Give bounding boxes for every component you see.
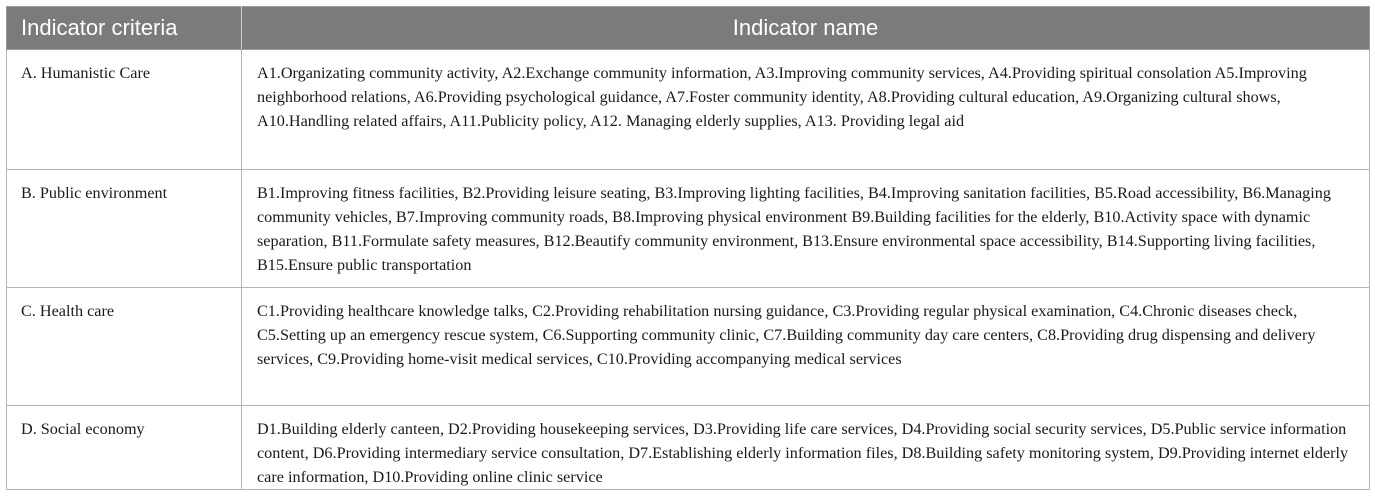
table-row <box>7 170 1370 288</box>
criteria-cell: B. Public environment <box>7 170 242 288</box>
table-body <box>7 50 1370 490</box>
table-row <box>7 406 1370 490</box>
header-indicator-criteria: Indicator criteria <box>7 7 242 50</box>
indicator-names-cell: A1.Organizating community activity, A2.Exchange community information, A3.Improving community services, A4.Providing spiritual consolation A5.Improving neighborhood relations, A6.Providing psychological guidance, A7.Foster community identity, A8.Providing cultural education, A9.Organizing cultural shows, A10.Handling related affairs, A11.Publicity policy, A12. Managing elderly supplies, A13. Providing legal aid <box>242 50 1370 170</box>
header-row <box>7 7 1370 50</box>
indicator-names-cell: B1.Improving fitness facilities, B2.Providing leisure seating, B3.Improving lighting facilities, B4.Improving sanitation facilities, B5.Road accessibility, B6.Managing community vehicles, B7.Improving community roads, B8.Improving physical environment B9.Building facilities for the elderly, B10.Activity space with dynamic separation, B11.Formulate safety measures, B12.Beautify community environment, B13.Ensure environmental space accessibility, B14.Supporting living facilities, B15.Ensure public transportation <box>242 170 1370 288</box>
indicator-names-cell: C1.Providing healthcare knowledge talks, C2.Providing rehabilitation nursing guidance, C3.Providing regular physical examination, C4.Chronic diseases check, C5.Setting up an emergency rescue system, C6.Supporting community clinic, C7.Building community day care centers, C8.Providing drug dispensing and delivery services, C9.Providing home-visit medical services, C10.Providing accompanying medical services <box>242 288 1370 406</box>
header-indicator-name: Indicator name <box>242 7 1370 50</box>
table-row <box>7 288 1370 406</box>
indicator-names-cell: D1.Building elderly canteen, D2.Providing housekeeping services, D3.Providing life care services, D4.Providing social security services, D5.Public service information content, D6.Providing intermediary service consultation, D7.Establishing elderly information files, D8.Building safety monitoring system, D9.Providing internet elderly care information, D10.Providing online clinic service <box>242 406 1370 490</box>
table-header <box>7 7 1370 50</box>
indicator-table <box>6 6 1370 490</box>
criteria-cell: D. Social economy <box>7 406 242 490</box>
table-row <box>7 50 1370 170</box>
criteria-cell: A. Humanistic Care <box>7 50 242 170</box>
criteria-cell: C. Health care <box>7 288 242 406</box>
